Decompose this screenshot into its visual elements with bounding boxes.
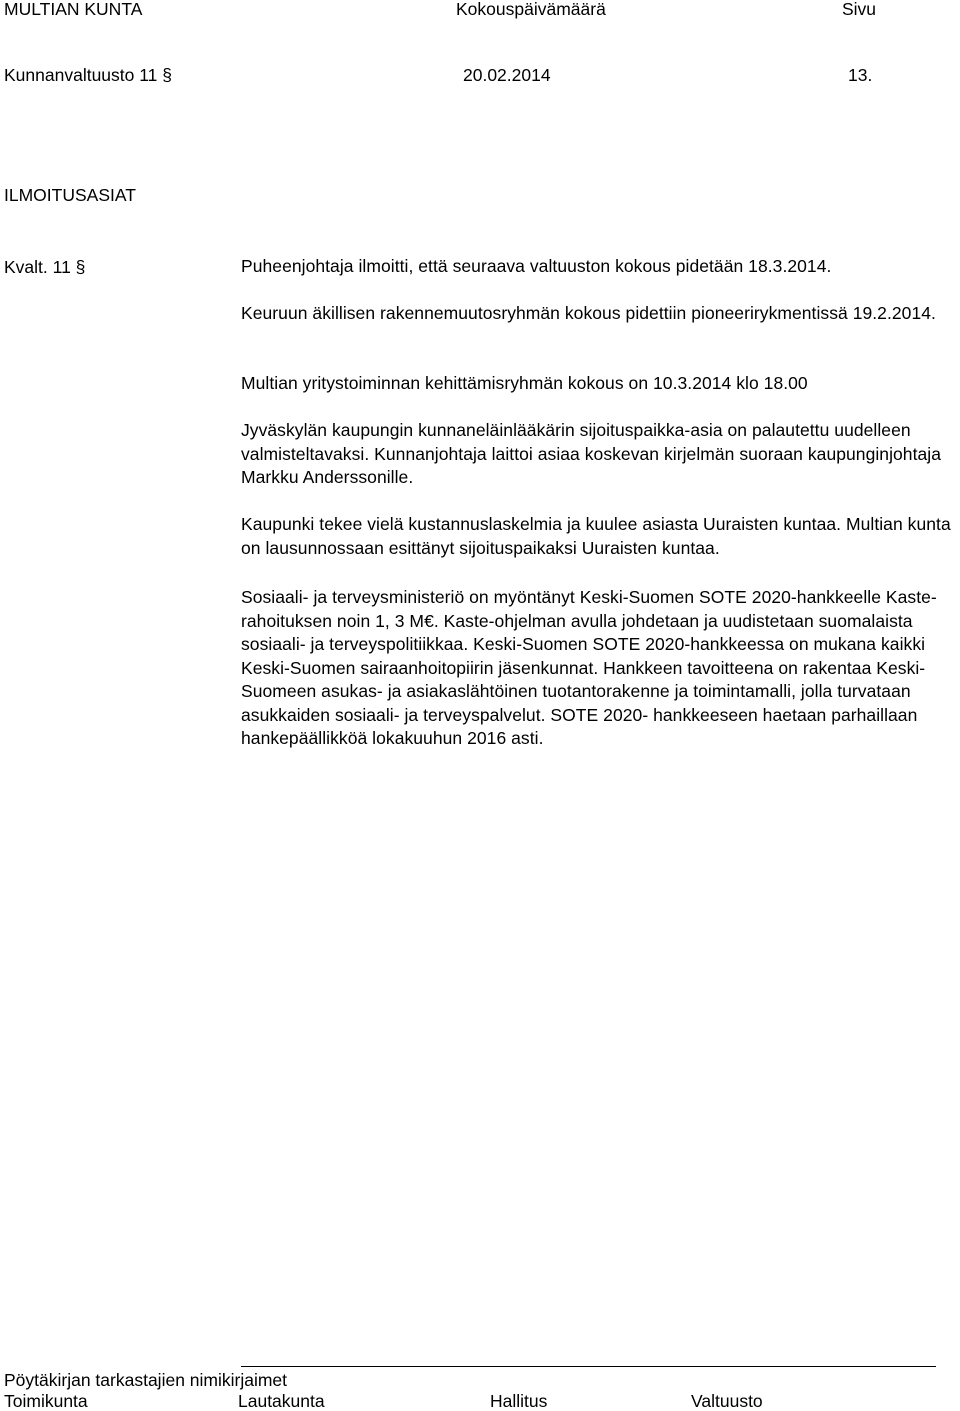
- announcement-paragraph: Jyväskylän kaupungin kunnaneläinlääkärin sijoituspaikka-asia on palautettu uudelleen valmisteltavaksi. Kunnanjohtaja laittoi asiaa koskevan kirjelmän suoraan kaupunginjohtaja Markku Anderssonille.: [241, 420, 941, 487]
- footer-rule: [241, 1366, 936, 1367]
- announcement-paragraph: Multian yritystoiminnan kehittämisryhmän kokous on 10.3.2014 klo 18.00: [241, 373, 808, 393]
- footer-column-lautakunta: Lautakunta: [238, 1391, 325, 1411]
- municipality-name: MULTIAN KUNTA: [4, 0, 143, 19]
- section-title: ILMOITUSASIAT: [4, 185, 136, 205]
- footer-column-toimikunta: Toimikunta: [4, 1391, 88, 1411]
- announcement-paragraph: Puheenjohtaja ilmoitti, että seuraava valtuuston kokous pidetään 18.3.2014.: [241, 256, 832, 276]
- footer-column-valtuusto: Valtuusto: [691, 1391, 763, 1411]
- meeting-body: Kunnanvaltuusto 11 §: [4, 65, 173, 85]
- announcement-paragraph: Kaupunki tekee vielä kustannuslaskelmia ja kuulee asiasta Uuraisten kuntaa. Multian kunta on lausunnossaan esittänyt sijoituspaikaksi Uuraisten kuntaa.: [241, 514, 951, 558]
- meeting-date-label: Kokouspäivämäärä: [456, 0, 606, 19]
- page-label: Sivu: [842, 0, 877, 19]
- item-reference: Kvalt. 11 §: [4, 257, 86, 277]
- announcement-paragraph: Keuruun äkillisen rakennemuutosryhmän kokous pidettiin pioneerirykmentissä 19.2.2014.: [241, 303, 936, 323]
- footer-initials-label: Pöytäkirjan tarkastajien nimikirjaimet: [4, 1370, 288, 1390]
- announcement-paragraph: Sosiaali- ja terveysministeriö on myöntänyt Keski-Suomen SOTE 2020-hankkeelle Kaste-rahoituksen noin 1, 3 M€. Kaste-ohjelman avulla johdetaan ja uudistetaan suomalaista sosiaali- ja terveyspolitiikkaa. Keski-Suomen SOTE 2020-hankkeessa on mukana kaikki Keski-Suomen sairaanhoitopiirin jäsenkunnat. Hankkeen tavoitteena on rakentaa Keski-Suomeen asukas- ja asiakaslähtöinen tuotantorakenne ja toimintamalli, jolla turvataan asukkaiden sosiaali- ja terveyspalvelut. SOTE 2020- hankkeeseen haetaan parhaillaan hankepäällikköä lokakuuhun 2016 asti.: [241, 587, 937, 748]
- meeting-date: 20.02.2014: [463, 65, 551, 85]
- footer-column-hallitus: Hallitus: [490, 1391, 548, 1411]
- page-number: 13.: [848, 65, 873, 85]
